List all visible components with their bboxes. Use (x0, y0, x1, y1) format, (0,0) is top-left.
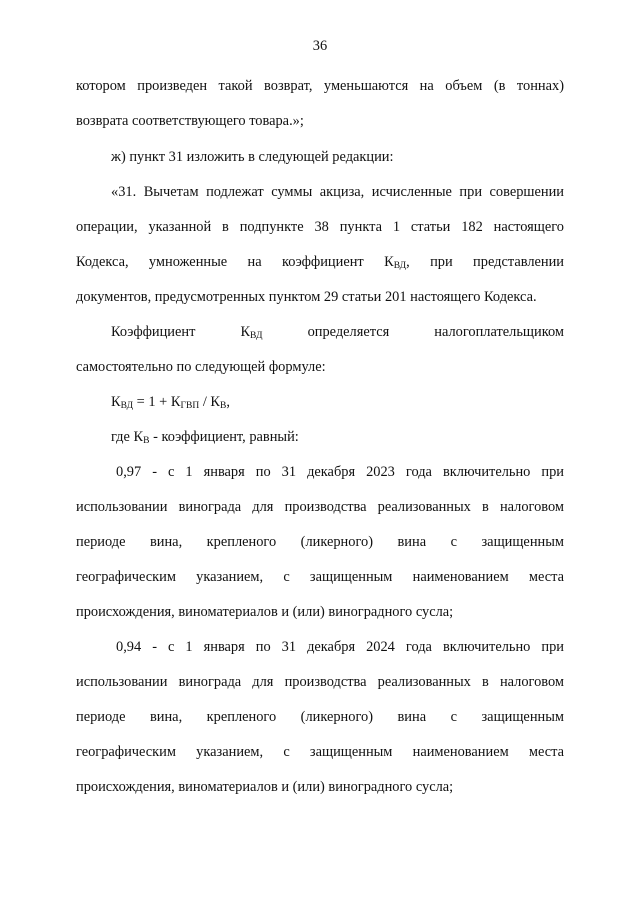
text-line: использовании винограда для производства реализованных в налоговом (76, 499, 564, 515)
text-line: географическим указанием, с защищенным наименованием места (76, 569, 564, 585)
text-line: ж) пункт 31 изложить в следующей редакции: (111, 149, 394, 165)
text-line: самостоятельно по следующей формуле: (76, 359, 326, 375)
text-line: происхождения, виноматериалов и (или) виноградного сусла; (76, 604, 454, 620)
text-line-with-coefficient (111, 427, 564, 447)
text-line: 0,94 - с 1 января по 31 декабря 2024 года включительно при (116, 639, 564, 655)
k-symbol: К (240, 324, 251, 340)
v-subscript: В (143, 436, 150, 446)
k-symbol: К (384, 254, 394, 270)
text-line: периоде вина, крепленого (ликерного) вина с защищенным (76, 709, 564, 725)
formula-operator: = 1 + (133, 394, 171, 410)
k-symbol: К (170, 394, 181, 410)
text-line: 0,97 - с 1 января по 31 декабря 2023 года включительно при (116, 464, 564, 480)
coefficient-k-vd (240, 324, 262, 340)
coefficient-k-vd (384, 254, 406, 270)
text-line: использовании винограда для производства реализованных в налоговом (76, 674, 564, 690)
text-segment: где (111, 429, 130, 445)
vd-subscript: ВД (393, 261, 407, 271)
text-line: периоде вина, крепленого (ликерного) вина с защищенным (76, 534, 564, 550)
vd-subscript: ВД (120, 401, 134, 411)
formula-comma: , (226, 394, 230, 410)
text-line: географическим указанием, с защищенным наименованием места (76, 744, 564, 760)
k-symbol: К (133, 429, 144, 445)
text-line: операции, указанной в подпункте 38 пункта 1 статьи 182 настоящего (76, 219, 564, 235)
text-segment: - коэффициент, равный: (149, 429, 299, 445)
text-segment: Коэффициент (111, 324, 196, 340)
text-segment: , при представлении (406, 254, 564, 270)
text-line-with-coefficient (111, 322, 564, 342)
gvp-subscript: ГВП (180, 401, 200, 411)
formula-line (111, 392, 564, 412)
formula-operator: / (199, 394, 211, 410)
text-line: котором произведен такой возврат, уменьшаются на объем (в тоннах) (76, 78, 564, 94)
vd-subscript: ВД (250, 331, 263, 341)
text-segment: Кодекса, умноженные на коэффициент (76, 254, 364, 270)
text-segment: определяется налогоплательщиком (307, 324, 564, 340)
k-symbol: К (111, 394, 121, 410)
text-line-with-coefficient (76, 252, 564, 272)
page-number: 36 (312, 38, 328, 54)
text-line: возврата соответствующего товара.»; (76, 113, 304, 129)
text-line: документов, предусмотренных пунктом 29 статьи 201 настоящего Кодекса. (76, 289, 537, 305)
k-symbol: К (210, 394, 221, 410)
text-line: «31. Вычетам подлежат суммы акциза, исчисленные при совершении (111, 184, 564, 200)
v-subscript: В (220, 401, 227, 411)
text-line: происхождения, виноматериалов и (или) виноградного сусла; (76, 779, 454, 795)
